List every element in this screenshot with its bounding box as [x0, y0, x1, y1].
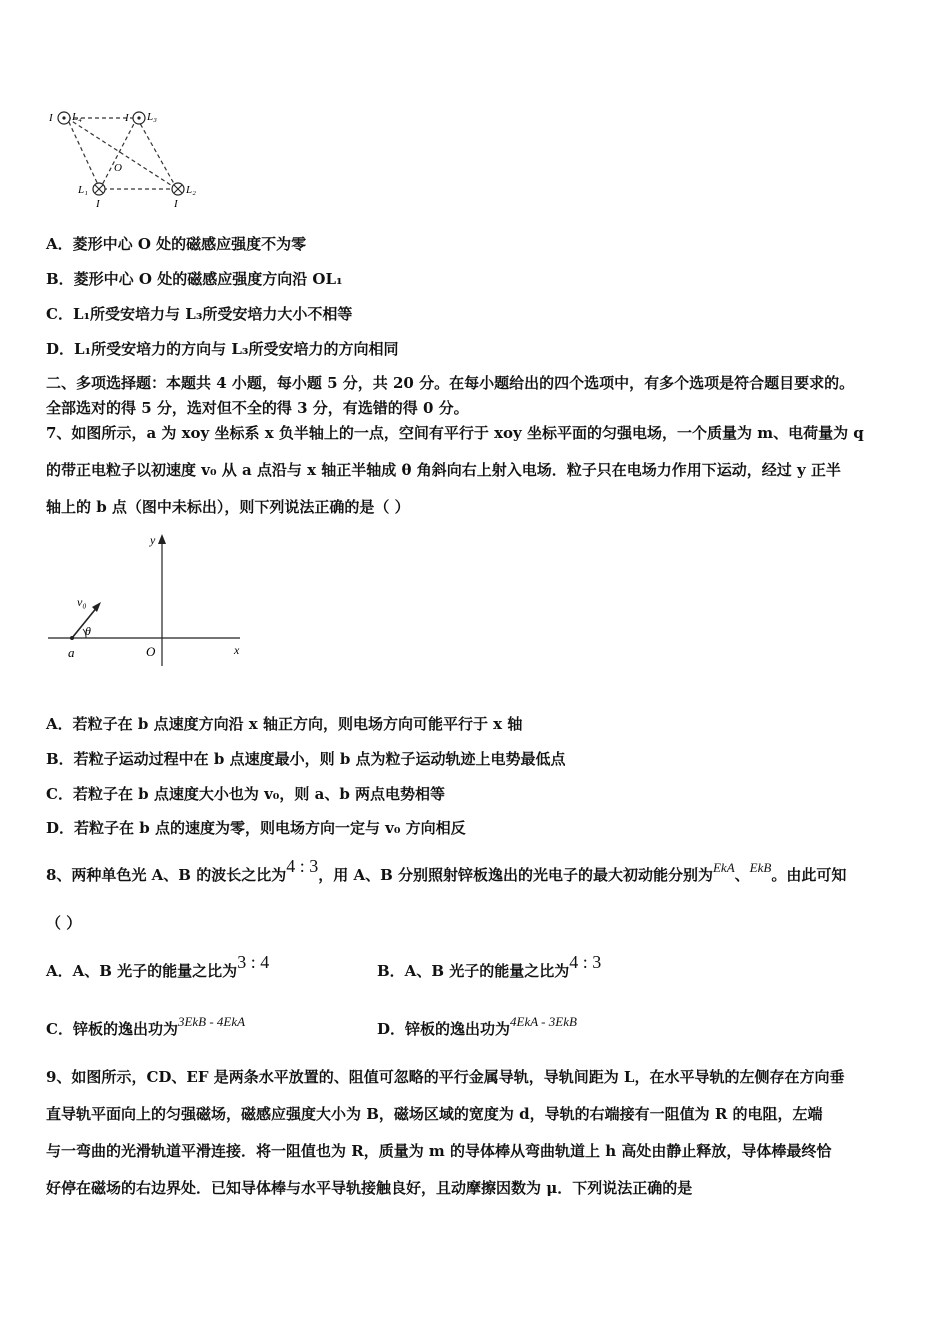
q7-stem-line2: 的带正电粒子以初速度 v₀ 从 a 点沿与 x 轴正半轴成 θ 角斜向右上射入电场．粒子只在电场力作用下运动，经过 y 正半: [46, 461, 841, 479]
q8-option-d: [377, 1014, 577, 1040]
q8-option-c-expr: 3EkB - 4EkA: [177, 1014, 246, 1029]
label-I-2: I: [125, 112, 129, 124]
q8-stem-post: 。由此可知: [771, 866, 847, 884]
q8-EkA: EkA: [712, 860, 735, 875]
q8-stem: [46, 856, 847, 886]
q8-EkB: EkB: [749, 860, 772, 875]
q6-option-d: D．L₁所受安培力的方向与 L₃所受安培力的方向相同: [46, 340, 399, 358]
axis-label-y: y: [150, 533, 156, 547]
q7-axes-figure: [40, 528, 255, 668]
q8-option-c: [46, 1014, 246, 1040]
q8-option-d-expr: 4EkA - 3EkB: [510, 1014, 577, 1029]
q8-option-d-text: D．锌板的逸出功为: [377, 1020, 511, 1038]
q8-option-b: [377, 952, 602, 981]
q7-stem-line1: 7、如图所示，a 为 xoy 坐标系 x 负半轴上的一点，空间有平行于 xoy 坐标平面的匀强电场，一个质量为 m、电荷量为 q: [46, 424, 864, 442]
q8-option-a-ratio: 3 : 4: [237, 952, 270, 972]
q7-option-d: D．若粒子在 b 点的速度为零，则电场方向一定与 v₀ 方向相反: [46, 819, 466, 837]
wire-L1-in: [93, 183, 105, 195]
label-I-3: I: [96, 198, 100, 210]
q8-option-b-ratio: 4 : 3: [569, 952, 602, 972]
q9-stem-line2: 直导轨平面向上的匀强磁场，磁感应强度大小为 B，磁场区域的宽度为 d，导轨的右端接有一阻值为 R 的电阻，左端: [46, 1105, 823, 1123]
label-I-4: I: [174, 198, 178, 210]
q7-option-b: B．若粒子运动过程中在 b 点速度最小，则 b 点为粒子运动轨迹上电势最低点: [46, 750, 566, 768]
section2-heading-line1: 二、多项选择题：本题共 4 小题，每小题 5 分，共 20 分。在每小题给出的四个选项中，有多个选项是符合题目要求的。: [46, 374, 855, 392]
q9-stem-line4: 好停在磁场的右边界处．已知导体棒与水平导轨接触良好，且动摩擦因数为 μ．下列说法正确的是: [46, 1179, 693, 1197]
q9-stem-line1: 9、如图所示，CD、EF 是两条水平放置的、阻值可忽略的平行金属导轨，导轨间距为 L，在水平导轨的左侧存在方向垂: [46, 1068, 845, 1086]
wire-L2-in: [172, 183, 184, 195]
q8-sep: 、: [734, 866, 750, 884]
section2-heading-line2: 全部选对的得 5 分，选对但不全的得 3 分，有选错的得 0 分。: [46, 399, 469, 417]
label-L4: L₄: [72, 111, 82, 123]
q7-stem-line3: 轴上的 b 点（图中未标出），则下列说法正确的是（ ）: [46, 498, 410, 516]
label-L2: L₂: [186, 184, 196, 196]
q6-option-a: A．菱形中心 O 处的磁感应强度不为零: [46, 235, 307, 253]
q8-stem-pre: 8、两种单色光 A、B 的波长之比为: [46, 866, 287, 884]
label-O: O: [114, 162, 122, 174]
q6-option-c: C．L₁所受安培力与 L₃所受安培力大小不相等: [46, 305, 353, 323]
q7-option-a: A．若粒子在 b 点速度方向沿 x 轴正方向，则电场方向可能平行于 x 轴: [46, 715, 523, 733]
q8-option-a-text: A．A、B 光子的能量之比为: [46, 962, 238, 980]
q8-option-a: [46, 952, 270, 981]
wire-L4-out: [58, 112, 70, 124]
q8-option-c-text: C．锌板的逸出功为: [46, 1020, 178, 1038]
q8-wavelength-ratio: 4 : 3: [286, 856, 319, 876]
q8-stem-mid: ，用 A、B 分别照射锌板逸出的光电子的最大初动能分别为: [318, 866, 713, 884]
label-v0: v₀: [77, 595, 87, 609]
wire-L3-out: [133, 112, 145, 124]
label-a: a: [68, 645, 75, 660]
q7-option-c: C．若粒子在 b 点速度大小也为 v₀，则 a、b 两点电势相等: [46, 785, 446, 803]
axis-label-x: x: [234, 643, 240, 657]
q9-stem-line3: 与一弯曲的光滑轨道平滑连接．将一阻值也为 R，质量为 m 的导体棒从弯曲轨道上 h 高处由静止释放，导体棒最终恰: [46, 1142, 832, 1160]
label-origin: O: [146, 644, 156, 659]
rhombus-wire-figure: [40, 100, 220, 215]
label-I-1: I: [49, 112, 53, 124]
q8-option-b-text: B．A、B 光子的能量之比为: [377, 962, 570, 980]
q6-option-b: B．菱形中心 O 处的磁感应强度方向沿 OL₁: [46, 270, 343, 288]
label-L3: L₃: [147, 111, 157, 123]
q8-paren: （ ）: [46, 914, 82, 932]
label-L1: L₁: [78, 184, 88, 196]
label-theta: θ: [85, 624, 91, 638]
